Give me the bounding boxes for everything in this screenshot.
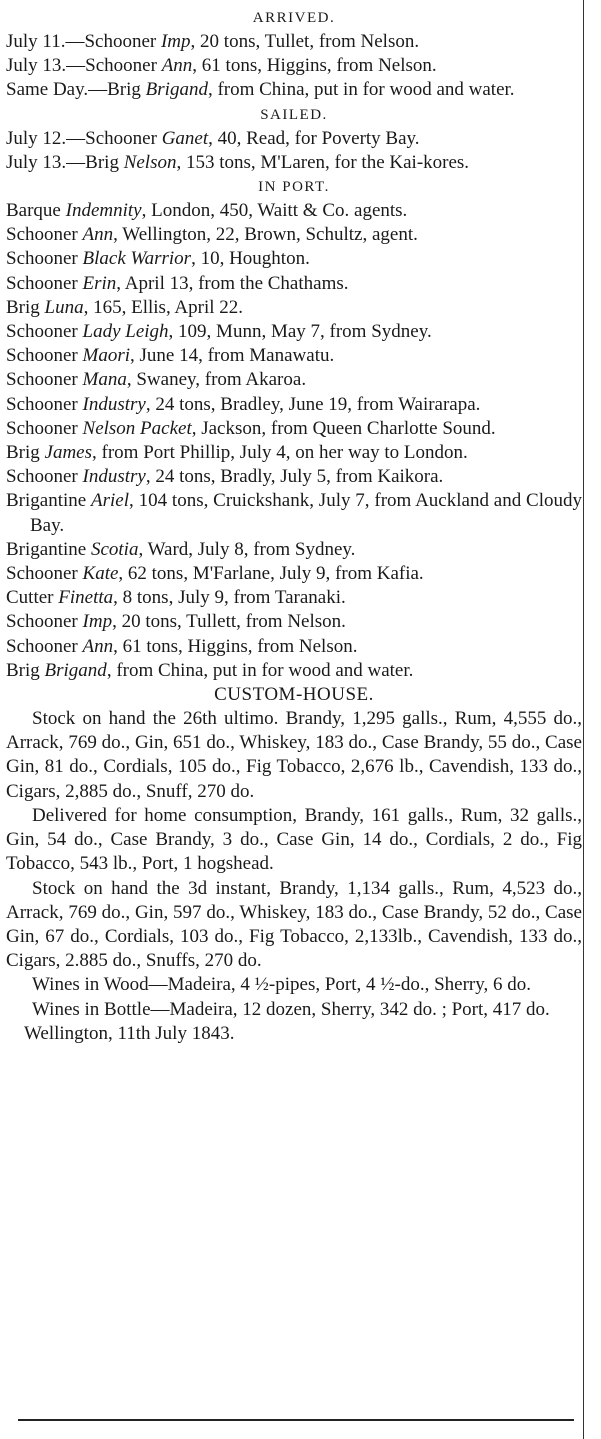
paragraph: Wines in Bottle—Madeira, 12 dozen, Sherry, 342 do. ; Port, 417 do.	[32, 998, 550, 1020]
adjacent-column-edge	[588, 0, 601, 1439]
list-item: Brig Luna, 165, Ellis, April 22.	[6, 296, 244, 318]
in-port-heading: IN PORT.	[258, 179, 330, 196]
paragraph: Wines in Wood—Madeira, 4 ½-pipes, Port, 4 ½-do., Sherry, 6 do.	[32, 974, 532, 996]
custom-house-heading: CUSTOM-HOUSE.	[214, 684, 374, 706]
sailed-list	[6, 127, 582, 175]
column-divider	[583, 0, 584, 1439]
list-item: Schooner Nelson Packet, Jackson, from Queen Charlotte Sound.	[6, 417, 496, 439]
list-item: July 11.—Schooner Imp, 20 tons, Tullet, from Nelson.	[6, 31, 420, 52]
list-item: Schooner Industry, 24 tons, Bradley, June 19, from Wairarapa.	[6, 393, 481, 415]
list-item: Schooner Ann, 61 tons, Higgins, from Nelson.	[6, 635, 358, 657]
list-item: July 13.—Schooner Ann, 61 tons, Higgins, from Nelson.	[6, 55, 437, 77]
in-port-list	[6, 199, 582, 683]
list-item: Schooner Lady Leigh, 109, Munn, May 7, from Sydney.	[6, 321, 432, 343]
list-item: July 13.—Brig Nelson, 153 tons, M'Laren, for the Kai-kores.	[6, 151, 470, 173]
list-item: Brig Brigand, from China, put in for wood and water.	[6, 659, 414, 681]
list-item: Schooner Ann, Wellington, 22, Brown, Schultz, agent.	[6, 224, 418, 246]
arrived-heading: ARRIVED.	[252, 10, 336, 26]
bottom-rule	[18, 1419, 574, 1421]
list-item: Barque Indemnity, London, 450, Waitt & Co. agents.	[6, 200, 408, 222]
list-item: Brigantine Ariel, 104 tons, Cruickshank, July 7, from Auckland and Cloudy Bay.	[6, 490, 582, 536]
sailed-heading: SAILED.	[260, 106, 328, 123]
custom-house-section	[6, 707, 582, 1046]
dateline: Wellington, 11th July 1843.	[24, 1022, 235, 1044]
list-item: July 12.—Schooner Ganet, 40, Read, for Poverty Bay.	[6, 127, 420, 149]
list-item: Same Day.—Brig Brigand, from China, put in for wood and water.	[6, 79, 515, 101]
paragraph: Delivered for home consumption, Brandy, 161 galls., Rum, 32 galls., Gin, 54 do., Case Brandy, 3 do., Case Gin, 14 do., Cordials, 2 do., Fig Tobacco, 543 lb., Port, 1 hogshead.	[6, 804, 582, 875]
list-item: Brig James, from Port Phillip, July 4, on her way to London.	[6, 442, 468, 464]
list-item: Schooner Erin, April 13, from the Chathams.	[6, 272, 349, 294]
list-item: Schooner Kate, 62 tons, M'Farlane, July 9, from Kafia.	[6, 563, 424, 585]
paragraph: Stock on hand the 26th ultimo. Brandy, 1,295 galls., Rum, 4,555 do., Arrack, 769 do., Gin, 651 do., Whiskey, 183 do., Case Brandy, 55 do., Case Gin, 81 do., Cordials, 105 do., Fig Tobacco, 2,676 lb., Cavendish, 133 do., Cigars, 2,885 do., Snuff, 270 do.	[6, 708, 582, 802]
news-column	[6, 6, 582, 1046]
list-item: Schooner Maori, June 14, from Manawatu.	[6, 345, 335, 367]
arrived-list	[6, 30, 582, 103]
paragraph: Stock on hand the 3d instant, Brandy, 1,134 galls., Rum, 4,523 do., Arrack, 769 do., Gin, 597 do., Whiskey, 183 do., Case Brandy, 52 do., Case Gin, 67 do., Cordials, 103 do., Fig Tobacco, 2,133lb., Cavendish, 133 do., Cigars, 2.885 do., Snuffs, 270 do.	[6, 877, 582, 972]
list-item: Schooner Imp, 20 tons, Tullett, from Nelson.	[6, 611, 346, 633]
list-item: Cutter Finetta, 8 tons, July 9, from Taranaki.	[6, 587, 346, 609]
list-item: Schooner Mana, Swaney, from Akaroa.	[6, 369, 307, 391]
list-item: Schooner Black Warrior, 10, Houghton.	[6, 248, 310, 270]
list-item: Brigantine Scotia, Ward, July 8, from Sydney.	[6, 538, 356, 560]
list-item: Schooner Industry, 24 tons, Bradly, July 5, from Kaikora.	[6, 466, 444, 488]
